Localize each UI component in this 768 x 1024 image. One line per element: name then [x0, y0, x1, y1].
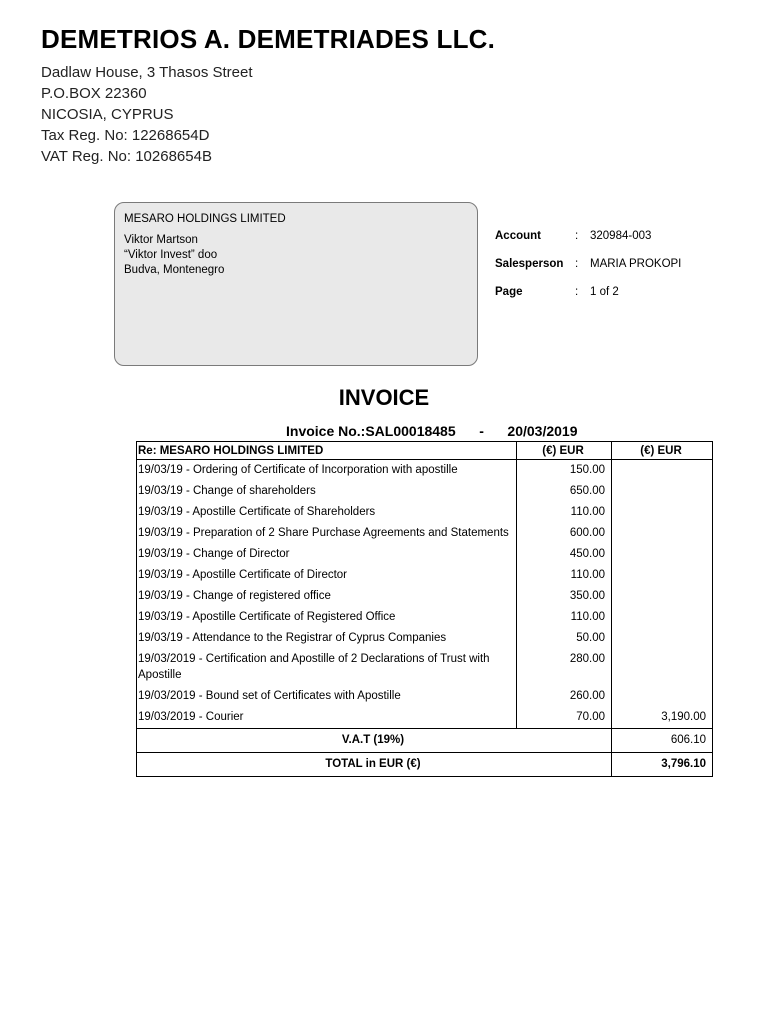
- item-description: 19/03/19 - Preparation of 2 Share Purchase Agreements and Statements: [137, 523, 517, 544]
- item-total: [612, 460, 713, 482]
- account-label: Account: [495, 230, 541, 242]
- table-row: [137, 565, 713, 586]
- item-amount: 650.00: [517, 481, 612, 502]
- item-description: 19/03/19 - Apostille Certificate of Registered Office: [137, 607, 517, 628]
- table-row: [137, 460, 713, 482]
- invoice-number-line: [286, 423, 578, 439]
- item-description: 19/03/19 - Change of shareholders: [137, 481, 517, 502]
- vat-value: 606.10: [612, 729, 713, 753]
- invoice-separator: -: [479, 423, 484, 439]
- page-row: [495, 286, 681, 314]
- table-header-row: [137, 442, 713, 460]
- item-amount: 50.00: [517, 628, 612, 649]
- client-line: Viktor Martson: [124, 234, 198, 246]
- item-total: [612, 523, 713, 544]
- item-total: [612, 607, 713, 628]
- item-amount: 70.00: [517, 707, 612, 729]
- account-row: [495, 230, 681, 258]
- invoice-items-table: [136, 441, 713, 777]
- item-total: [612, 586, 713, 607]
- table-row: [137, 502, 713, 523]
- table-row: [137, 607, 713, 628]
- item-description: 19/03/19 - Change of Director: [137, 544, 517, 565]
- salesperson-label: Salesperson: [495, 258, 564, 270]
- table-row: [137, 586, 713, 607]
- client-name: MESARO HOLDINGS LIMITED: [124, 213, 286, 225]
- vat-reg-line: VAT Reg. No: 10268654B: [41, 148, 212, 165]
- table-row: [137, 707, 713, 729]
- item-amount: 600.00: [517, 523, 612, 544]
- address-line: Dadlaw House, 3 Thasos Street: [41, 64, 253, 81]
- item-total: [612, 544, 713, 565]
- colon: :: [575, 286, 579, 298]
- item-amount: 110.00: [517, 565, 612, 586]
- table-row: [137, 686, 713, 707]
- item-description: 19/03/19 - Attendance to the Registrar of Cyprus Companies: [137, 628, 517, 649]
- total-label: TOTAL in EUR (€): [137, 753, 612, 777]
- item-total: [612, 686, 713, 707]
- tax-reg-line: Tax Reg. No: 12268654D: [41, 127, 210, 144]
- item-description: 19/03/19 - Apostille Certificate of Shareholders: [137, 502, 517, 523]
- item-amount: 150.00: [517, 460, 612, 482]
- item-rows: [137, 460, 713, 729]
- item-description: 19/03/2019 - Courier: [137, 707, 517, 729]
- table-row: [137, 649, 713, 686]
- company-name: DEMETRIOS A. DEMETRIADES LLC.: [41, 24, 496, 54]
- item-total: [612, 649, 713, 686]
- vat-label: V.A.T (19%): [137, 729, 612, 753]
- table-row: [137, 481, 713, 502]
- item-description: 19/03/2019 - Bound set of Certificates with Apostille: [137, 686, 517, 707]
- header-total: (€) EUR: [612, 442, 713, 460]
- client-line: Budva, Montenegro: [124, 264, 225, 276]
- item-description: 19/03/19 - Change of registered office: [137, 586, 517, 607]
- item-description: 19/03/19 - Ordering of Certificate of Incorporation with apostille: [137, 460, 517, 482]
- item-amount: 110.00: [517, 607, 612, 628]
- item-total: [612, 565, 713, 586]
- account-value: 320984-003: [590, 230, 652, 242]
- header-re: Re: MESARO HOLDINGS LIMITED: [137, 442, 517, 460]
- table-row: [137, 628, 713, 649]
- table-row: [137, 544, 713, 565]
- account-info: [495, 230, 681, 314]
- invoice-date: 20/03/2019: [507, 423, 578, 439]
- salesperson-value: MARIA PROKOPI: [590, 258, 682, 270]
- header-amount: (€) EUR: [517, 442, 612, 460]
- address-line: P.O.BOX 22360: [41, 85, 147, 102]
- item-amount: 450.00: [517, 544, 612, 565]
- table-row: [137, 523, 713, 544]
- item-amount: 350.00: [517, 586, 612, 607]
- page-value: 1 of 2: [590, 286, 619, 298]
- item-description: 19/03/2019 - Certification and Apostille of 2 Declarations of Trust with Apostille: [137, 649, 517, 686]
- item-amount: 260.00: [517, 686, 612, 707]
- item-amount: 110.00: [517, 502, 612, 523]
- invoice-title: INVOICE: [338, 385, 430, 410]
- company-address: [41, 62, 253, 167]
- total-row: [137, 753, 713, 777]
- vat-row: [137, 729, 713, 753]
- item-total: [612, 481, 713, 502]
- item-total: [612, 502, 713, 523]
- address-line: NICOSIA, CYPRUS: [41, 106, 174, 123]
- colon: :: [575, 258, 579, 270]
- salesperson-row: [495, 258, 681, 286]
- total-value: 3,796.10: [612, 753, 713, 777]
- client-address-box: [114, 202, 478, 366]
- item-total: 3,190.00: [612, 707, 713, 729]
- invoice-number: Invoice No.:SAL00018485: [286, 423, 456, 439]
- item-total: [612, 628, 713, 649]
- page-label: Page: [495, 286, 523, 298]
- client-line: “Viktor Invest” doo: [124, 249, 218, 261]
- item-description: 19/03/19 - Apostille Certificate of Director: [137, 565, 517, 586]
- colon: :: [575, 230, 579, 242]
- item-amount: 280.00: [517, 649, 612, 686]
